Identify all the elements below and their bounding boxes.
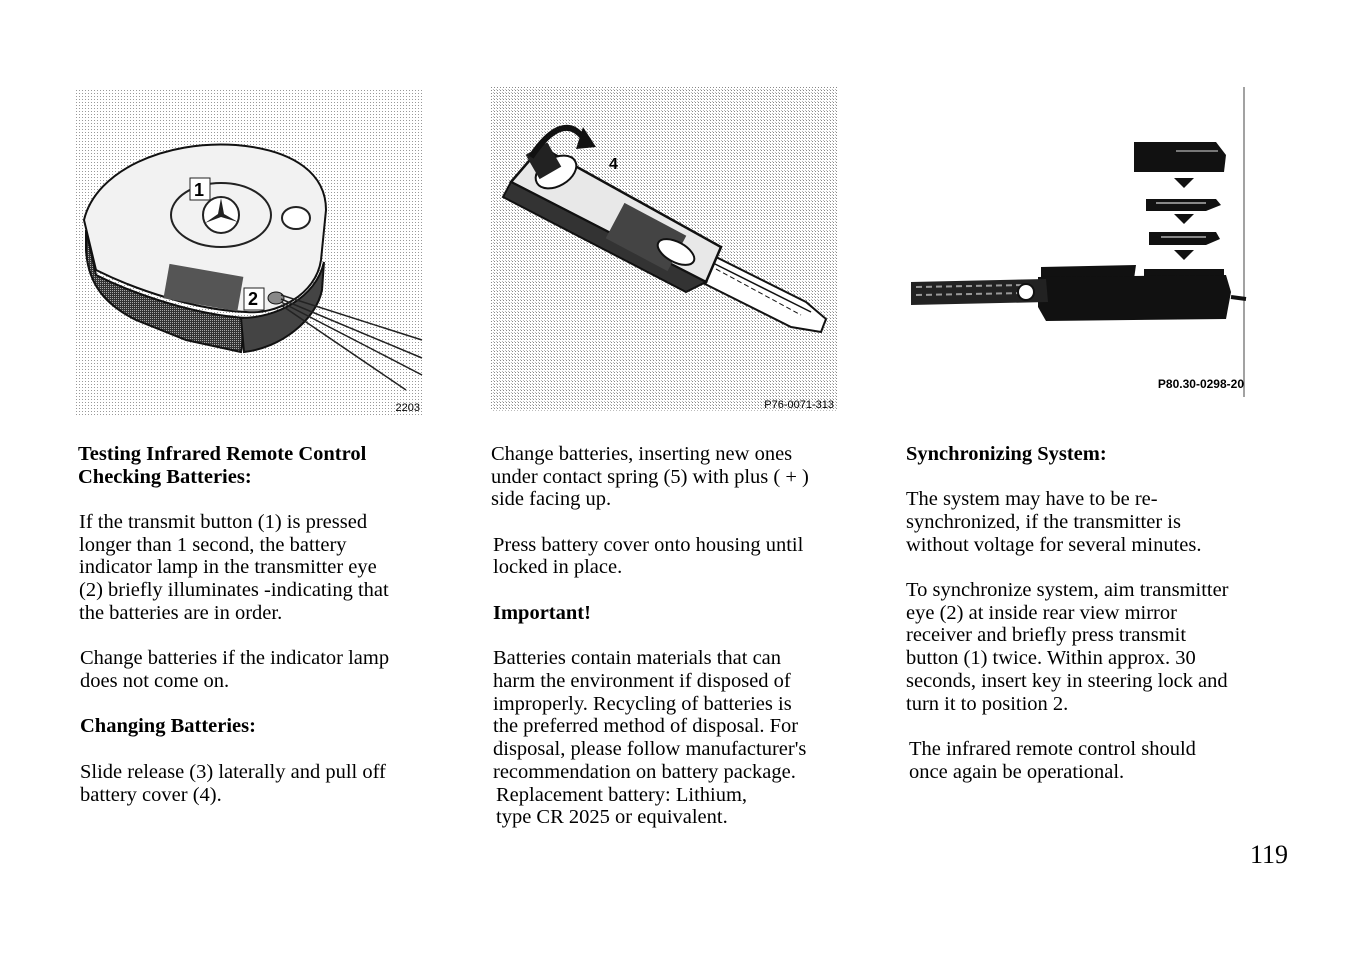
text-line: side facing up. (491, 488, 612, 510)
text-line: eye (2) at inside rear view mirror (906, 602, 1177, 624)
text-line: Slide release (3) laterally and pull off (80, 761, 386, 783)
text-line: Change batteries, inserting new ones (491, 443, 793, 465)
heading-changing-batteries: Changing Batteries: (80, 715, 256, 737)
text-line: button (1) twice. Within approx. 30 (906, 647, 1196, 669)
text-line: locked in place. (493, 556, 623, 578)
heading-important: Important! (493, 602, 591, 624)
text-line: The system may have to be re- (906, 488, 1158, 510)
text-line: If the transmit button (1) is pressed (79, 511, 368, 533)
text-line: the batteries are in order. (79, 602, 283, 624)
callout-1: 1 (194, 180, 205, 200)
text-line: Change batteries if the indicator lamp (80, 647, 390, 669)
figure-code: P76-0071-313 (764, 399, 834, 411)
figure-code: 2203 (395, 402, 420, 414)
text-line: To synchronize system, aim transmitter (906, 579, 1229, 601)
page-number: 119 (1249, 840, 1288, 869)
figure-synchronizing (906, 87, 1248, 397)
text-line: under contact spring (5) with plus ( + ) (491, 466, 809, 488)
text-line: synchronized, if the transmitter is (906, 511, 1181, 533)
heading-synchronizing: Synchronizing System: (906, 443, 1107, 465)
text-line: receiver and briefly press transmit (906, 624, 1187, 646)
text-line: Replacement battery: Lithium, (496, 784, 748, 806)
text-line: longer than 1 second, the battery (79, 534, 347, 556)
heading-checking-batteries: Checking Batteries: (78, 466, 252, 488)
text-line: Batteries contain materials that can (493, 647, 782, 669)
text-line: harm the environment if disposed of (493, 670, 791, 692)
figure-code: P80.30-0298-20 (1157, 377, 1244, 391)
callout-4: 4 (609, 156, 618, 173)
text-line: seconds, insert key in steering lock and (906, 670, 1228, 692)
text-line: battery cover (4). (80, 784, 222, 806)
text-line: Press battery cover onto housing until (493, 534, 804, 556)
heading-testing-remote: Testing Infrared Remote Control (78, 443, 367, 465)
text-line: the preferred method of disposal. For (493, 715, 799, 737)
text-line: turn it to position 2. (906, 693, 1069, 715)
text-line: does not come on. (80, 670, 230, 692)
text-line: disposal, please follow manufacturer's (493, 738, 807, 760)
text-line: type CR 2025 or equivalent. (496, 806, 728, 828)
figure-battery-cover (491, 87, 838, 411)
text-line: indicator lamp in the transmitter eye (79, 556, 377, 578)
text-line: (2) briefly illuminates -indicating that (79, 579, 389, 601)
text-line: improperly. Recycling of batteries is (493, 693, 792, 715)
figure-remote-transmitter (76, 90, 424, 416)
text-line: recommendation on battery package. (493, 761, 796, 783)
text-line: The infrared remote control should (909, 738, 1196, 760)
callout-2: 2 (248, 289, 259, 309)
text-line: once again be operational. (909, 761, 1125, 783)
text-line: without voltage for several minutes. (906, 534, 1202, 556)
